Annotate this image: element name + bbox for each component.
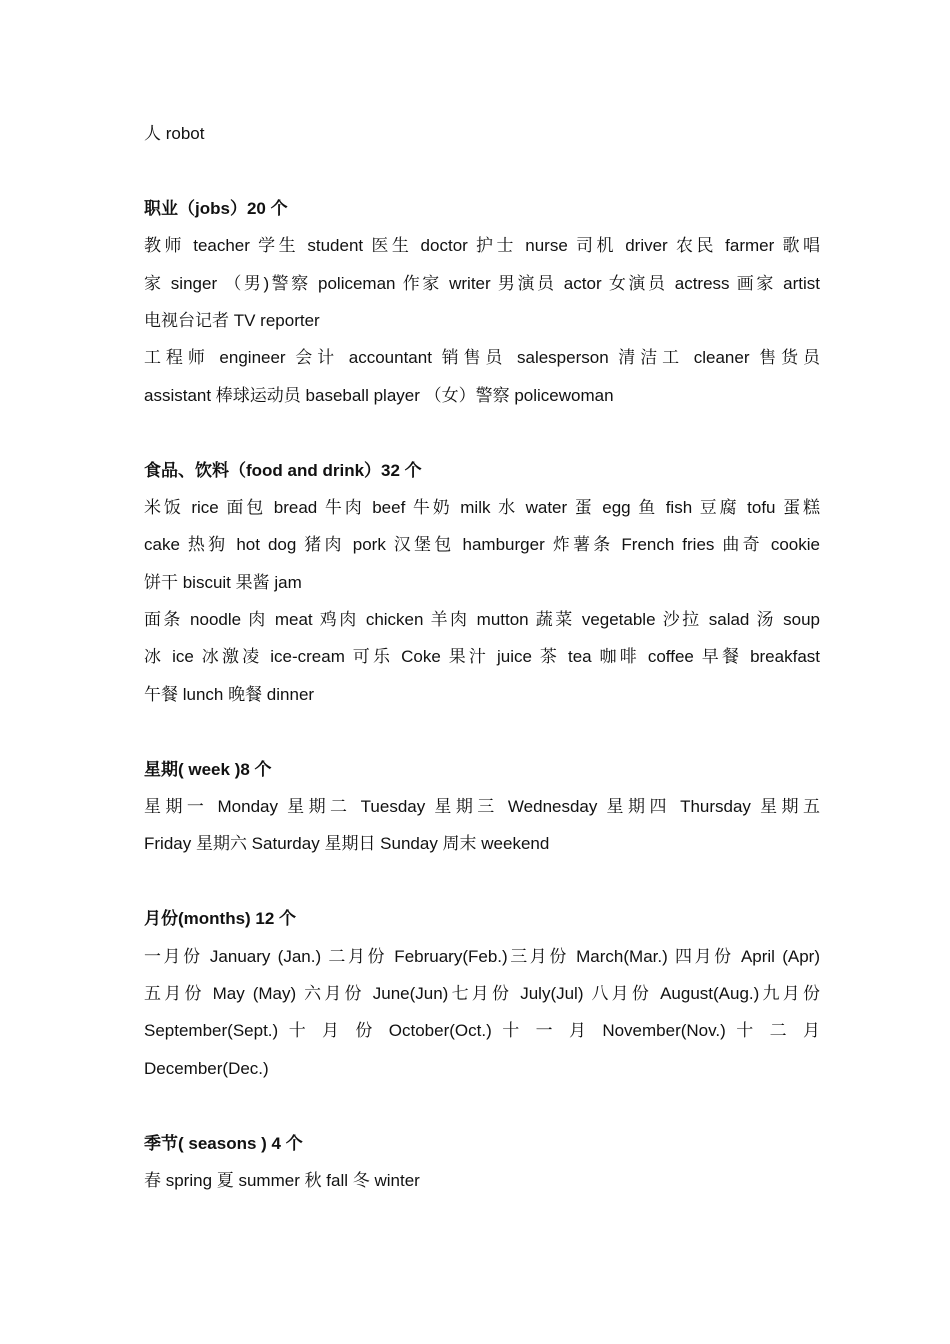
spacer [144, 863, 820, 900]
intro-line: 人 robot [144, 124, 205, 143]
spacer [144, 1087, 820, 1124]
months-heading: 月份(months) 12 个 [144, 909, 297, 929]
months-line: 五月份 May (May) 六月份 June(Jun)七月份 July(Jul) 八月份 August(Aug.)九月份 [144, 983, 820, 1003]
months-line: September(Sept.) 十 月 份 October(Oct.) 十 一 月 November(Nov.) 十 二 月 [144, 1021, 820, 1041]
months-line: December(Dec.) [144, 1058, 269, 1078]
jobs-line: assistant 棒球运动员 baseball player （女）警察 policewoman [144, 385, 614, 405]
seasons-heading: 季节( seasons ) 4 个 [144, 1133, 303, 1153]
food-line: 面条 noodle 肉 meat 鸡肉 chicken 羊肉 mutton 蔬菜 vegetable 沙拉 salad 汤 soup [144, 610, 820, 630]
food-line: 米饭 rice 面包 bread 牛肉 beef 牛奶 milk 水 water 蛋 egg 鱼 fish 豆腐 tofu 蛋糕 [144, 497, 820, 517]
jobs-heading: 职业（jobs）20 个 [144, 198, 288, 218]
spacer [144, 152, 820, 189]
jobs-line: 教师 teacher 学生 student 医生 doctor 护士 nurse 司机 driver 农民 farmer 歌唱 [144, 236, 820, 256]
food-heading: 食品、饮料（food and drink）32 个 [144, 460, 422, 480]
months-line: 一月份 January (Jan.) 二月份 February(Feb.)三月份 March(Mar.) 四月份 April (Apr) [144, 946, 820, 966]
document-page [144, 115, 820, 1199]
food-line: 午餐 lunch 晚餐 dinner [144, 684, 315, 704]
jobs-line: 家 singer （男)警察 policeman 作家 writer 男演员 actor 女演员 actress 画家 artist [144, 273, 820, 293]
spacer [144, 414, 820, 451]
food-line: cake 热狗 hot dog 猪肉 pork 汉堡包 hamburger 炸薯条 French fries 曲奇 cookie [144, 535, 820, 555]
food-line: 冰 ice 冰激凌 ice-cream 可乐 Coke 果汁 juice 茶 tea 咖啡 coffee 早餐 breakfast [144, 647, 820, 667]
jobs-line: 电视台记者 TV reporter [144, 310, 320, 330]
jobs-line: 工程师 engineer 会计 accountant 销售员 salesperson 清洁工 cleaner 售货员 [144, 348, 820, 368]
food-line: 饼干 biscuit 果酱 jam [144, 572, 302, 592]
spacer [144, 713, 820, 750]
week-line: 星期一 Monday 星期二 Tuesday 星期三 Wednesday 星期四 Thursday 星期五 [144, 797, 820, 817]
seasons-line: 春 spring 夏 summer 秋 fall 冬 winter [144, 1170, 420, 1190]
week-line: Friday 星期六 Saturday 星期日 Sunday 周末 weekend [144, 834, 550, 854]
week-heading: 星期( week )8 个 [144, 759, 272, 779]
